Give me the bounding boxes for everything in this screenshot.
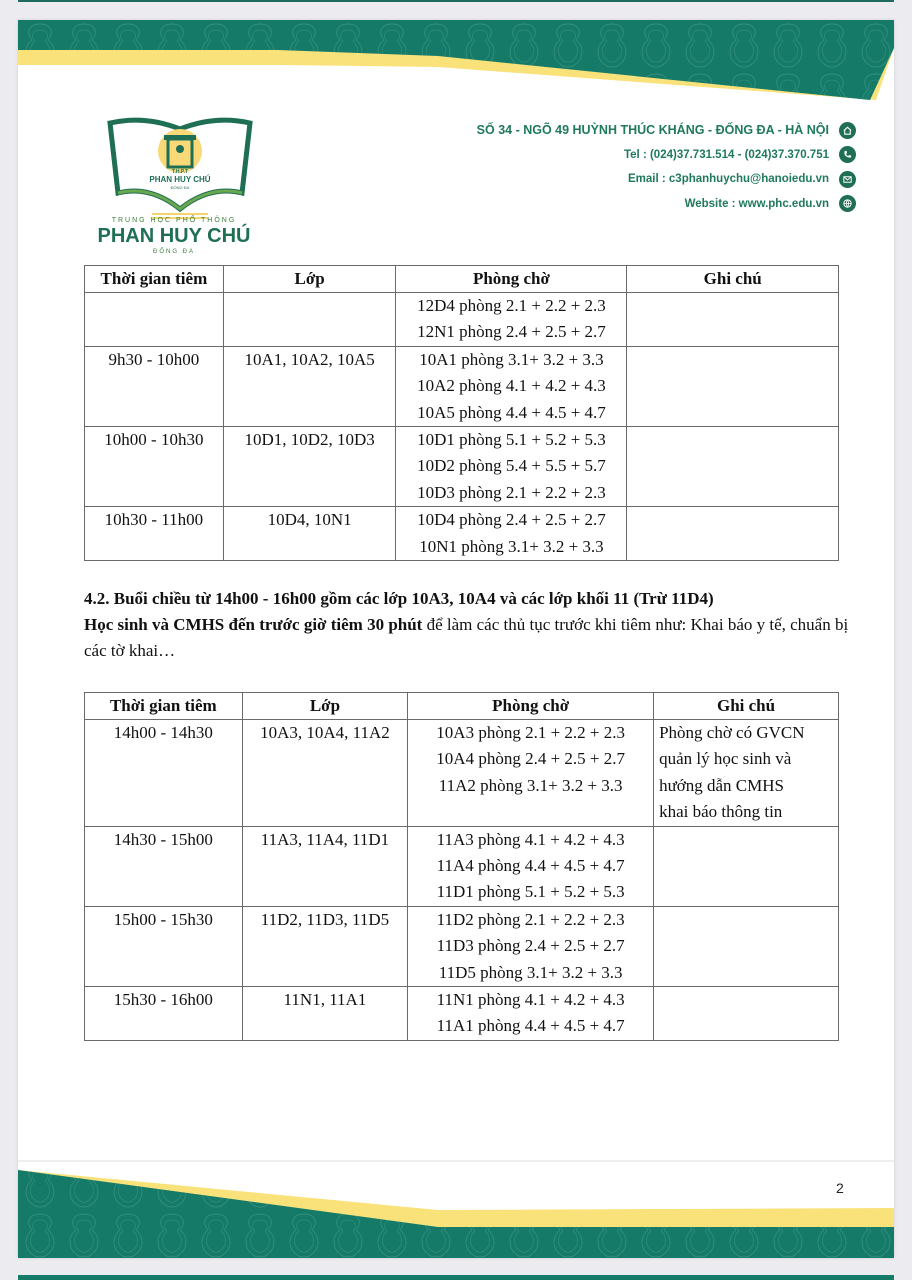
room-line: 10D4 phòng 2.4 + 2.5 + 2.7 (417, 510, 606, 530)
time-cell: 15h00 - 15h30 (85, 906, 243, 986)
room-line: 11A2 phòng 3.1+ 3.2 + 3.3 (438, 775, 623, 795)
time-cell: 10h00 - 10h30 (85, 427, 224, 507)
room-line: 11A4 phòng 4.4 + 4.5 + 4.7 (436, 856, 625, 876)
table-header-row (85, 266, 839, 293)
header-class: Lớp (242, 693, 408, 720)
svg-text:T.H.P.T: T.H.P.T (171, 169, 189, 175)
phone-icon (839, 146, 856, 163)
rooms-cell (408, 720, 654, 827)
class-cell: 11D2, 11D3, 11D5 (242, 906, 408, 986)
logo-subtitle: TRUNG HỌC PHỔ THÔNG (111, 217, 237, 224)
table-row (85, 987, 839, 1041)
note-cell (627, 507, 839, 561)
room-line: 11D3 phòng 2.4 + 2.5 + 2.7 (436, 936, 625, 956)
room-line: 10D1 phòng 5.1 + 5.2 + 5.3 (417, 430, 606, 450)
note-line: quản lý học sinh và (659, 749, 792, 769)
table-row (85, 906, 839, 986)
class-cell: 10A3, 10A4, 11A2 (242, 720, 408, 827)
header-note: Ghi chú (654, 693, 839, 720)
email-text[interactable]: Email : c3phanhuychu@hanoiedu.vn (628, 173, 829, 186)
note-cell (654, 826, 839, 906)
class-cell: 10D4, 10N1 (223, 507, 396, 561)
rooms-cell (408, 906, 654, 986)
time-cell: 9h30 - 10h00 (85, 346, 224, 426)
table-header-row (85, 693, 839, 720)
note-cell (627, 293, 839, 347)
rooms-cell (396, 507, 627, 561)
address-row (416, 118, 856, 143)
time-cell: 15h30 - 16h00 (85, 987, 243, 1041)
page-number: 2 (836, 1180, 844, 1196)
room-line: 10D3 phòng 2.1 + 2.2 + 2.3 (417, 482, 606, 502)
header-waiting-room: Phòng chờ (408, 693, 654, 720)
room-line: 10A2 phòng 4.1 + 4.2 + 4.3 (417, 376, 606, 396)
class-cell: 10A1, 10A2, 10A5 (223, 346, 396, 426)
room-line: 10A1 phòng 3.1+ 3.2 + 3.3 (419, 349, 604, 369)
section-body: để làm các thủ tục trước khi tiêm như: Khai báo y tế, chuẩn bị các tờ khai… (84, 615, 849, 660)
time-cell (85, 293, 224, 347)
next-page-edge (18, 1275, 894, 1280)
section-heading: 4.2. Buổi chiều từ 14h00 - 16h00 gồm các lớp 10A3, 10A4 và các lớp khối 11 (Trừ 11D4) (84, 589, 714, 608)
note-line: Phòng chờ có GVCN (659, 723, 805, 742)
room-line: 10A5 phòng 4.4 + 4.5 + 4.7 (417, 402, 606, 422)
mail-icon (839, 171, 856, 188)
header-class: Lớp (223, 266, 396, 293)
header-time: Thời gian tiêm (85, 266, 224, 293)
table-row (85, 507, 839, 561)
note-cell (627, 427, 839, 507)
rooms-cell (396, 346, 627, 426)
section-bold-lead: Học sinh và CMHS đến trước giờ tiêm 30 phút (84, 615, 423, 634)
phone-text: Tel : (024)37.731.514 - (024)37.370.751 (623, 148, 829, 161)
note-cell (654, 720, 839, 827)
time-cell: 14h00 - 14h30 (85, 720, 243, 827)
table-row (85, 293, 839, 347)
footer-banner (18, 1160, 894, 1258)
time-cell: 14h30 - 15h00 (85, 826, 243, 906)
room-line: 10D2 phòng 5.4 + 5.5 + 5.7 (417, 456, 606, 476)
section-paragraph (84, 612, 854, 664)
class-cell: 11N1, 11A1 (242, 987, 408, 1041)
svg-text:ĐỐNG ĐA: ĐỐNG ĐA (170, 185, 190, 190)
rooms-cell (408, 987, 654, 1041)
address-text: SỐ 34 - NGÕ 49 HUỲNH THÚC KHÁNG - ĐỐNG ĐA - HÀ NỘI (476, 123, 829, 138)
header-time: Thời gian tiêm (85, 693, 243, 720)
school-district: ĐỐNG ĐA (152, 249, 195, 255)
email-row (416, 167, 856, 192)
document-page (18, 20, 894, 1258)
note-cell (654, 987, 839, 1041)
room-line: 11D2 phòng 2.1 + 2.2 + 2.3 (436, 909, 625, 929)
school-name: PHAN HUY CHÚ (97, 225, 251, 247)
table-row (85, 826, 839, 906)
rooms-cell (396, 427, 627, 507)
class-cell: 10D1, 10D2, 10D3 (223, 427, 396, 507)
class-cell: 11A3, 11A4, 11D1 (242, 826, 408, 906)
table-row (85, 346, 839, 426)
rooms-cell (408, 826, 654, 906)
note-cell (654, 906, 839, 986)
header-waiting-room: Phòng chờ (396, 266, 627, 293)
afternoon-schedule-table (84, 692, 839, 1041)
time-cell: 10h30 - 11h00 (85, 507, 224, 561)
room-line: 11D5 phòng 3.1+ 3.2 + 3.3 (438, 962, 623, 982)
home-icon (839, 122, 856, 139)
room-line: 10A3 phòng 2.1 + 2.2 + 2.3 (436, 723, 625, 742)
room-line: 11N1 phòng 4.1 + 4.2 + 4.3 (436, 990, 625, 1010)
room-line: 11D1 phòng 5.1 + 5.2 + 5.3 (436, 882, 625, 902)
note-line: khai báo thông tin (659, 802, 783, 822)
room-line: 11A1 phòng 4.4 + 4.5 + 4.7 (436, 1016, 625, 1036)
website-text[interactable]: Website : www.phc.edu.vn (684, 197, 829, 210)
note-cell (627, 346, 839, 426)
room-line: 10N1 phòng 3.1+ 3.2 + 3.3 (419, 536, 604, 556)
room-line: 12N1 phòng 2.4 + 2.5 + 2.7 (417, 322, 606, 342)
morning-schedule-table (84, 265, 839, 561)
header-note: Ghi chú (627, 266, 839, 293)
room-line: 12D4 phòng 2.1 + 2.2 + 2.3 (417, 296, 606, 315)
table-row (85, 427, 839, 507)
room-line: 10A4 phòng 2.4 + 2.5 + 2.7 (436, 749, 625, 769)
rooms-cell (396, 293, 627, 347)
class-cell (223, 293, 396, 347)
table-row (85, 720, 839, 827)
header-banner (18, 20, 894, 105)
globe-icon (839, 195, 856, 212)
previous-page-edge (18, 0, 894, 2)
phone-row (416, 143, 856, 168)
website-row (416, 192, 856, 217)
section-4-2 (84, 586, 854, 664)
svg-text:PHAN HUY CHÚ: PHAN HUY CHÚ (149, 175, 211, 184)
room-line: 11A3 phòng 4.1 + 4.2 + 4.3 (436, 829, 625, 849)
contact-info (416, 118, 856, 216)
note-line: hướng dẫn CMHS (659, 775, 784, 795)
